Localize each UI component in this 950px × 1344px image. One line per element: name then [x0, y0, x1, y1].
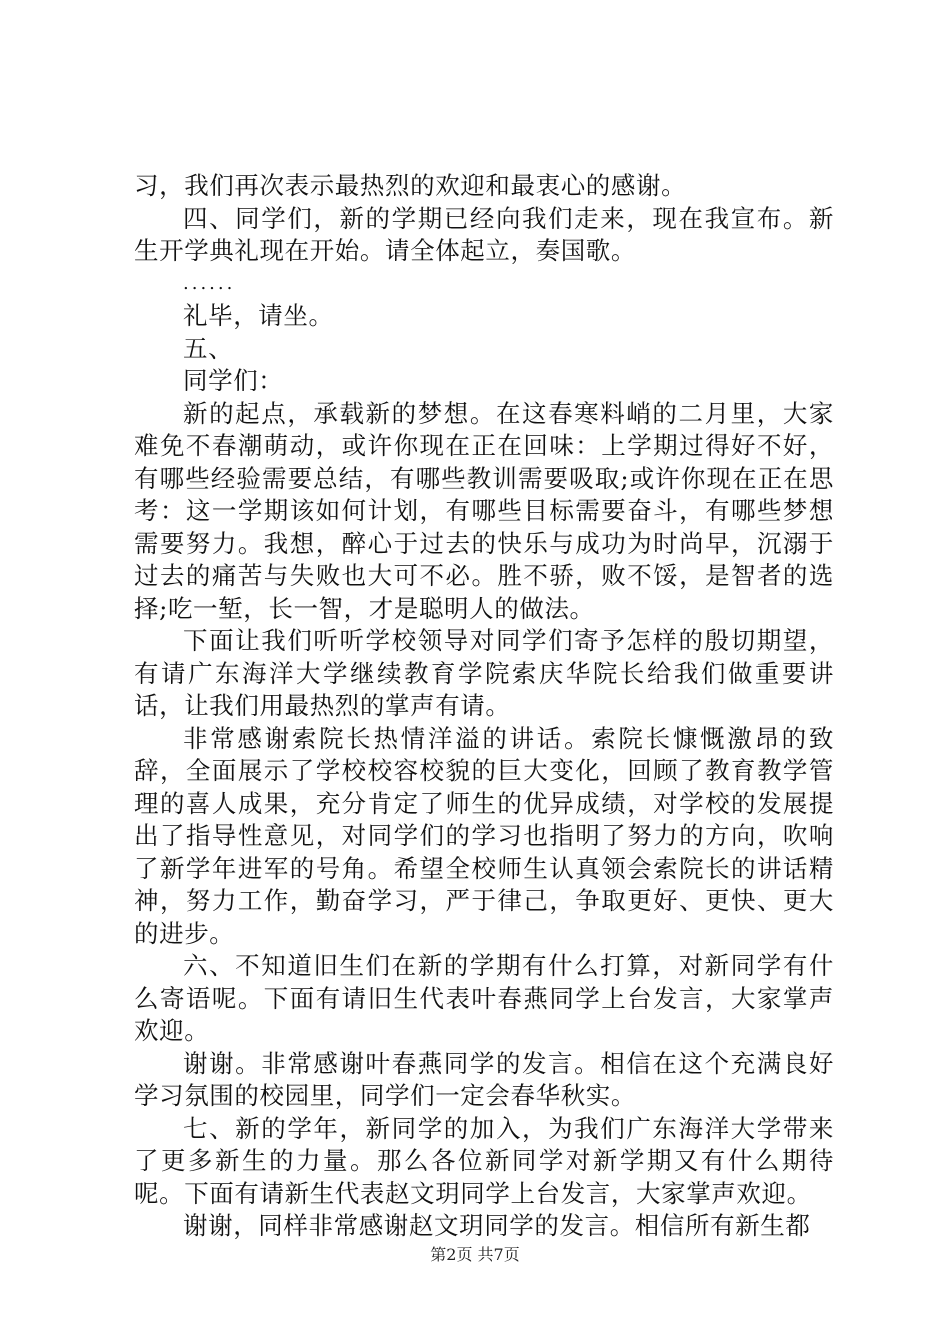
paragraph: 非常感谢索院长热情洋溢的讲话。索院长慷慨激昂的致辞，全面展示了学校校容校貌的巨大变化，回顾了教育教学管理的喜人成果，充分肯定了师生的优异成绩，对学校的发展提出了指导性意见，对同学们的学习也指明了努力的方向，吹响了新学年进军的号角。希望全校师生认真领会索院长的讲话精神，努力工作，勤奋学习，严于律己，争取更好、更快、更大的进步。 [134, 723, 834, 948]
page-footer [0, 1242, 950, 1265]
paragraph: 同学们： [183, 366, 284, 395]
paragraph: 谢谢，同样非常感谢赵文玥同学的发言。相信所有新生都 [183, 1211, 811, 1240]
paragraph: 礼毕，请坐。 [183, 301, 334, 330]
paragraph: 下面让我们听听学校领导对同学们寄予怎样的殷切期望，有请广东海洋大学继续教育学院索庆华院长给我们做重要讲话，让我们用最热烈的掌声有请。 [134, 626, 834, 720]
document-body [134, 170, 834, 1243]
paragraph: 五、 [183, 333, 234, 363]
paragraph: 七、新的学年，新同学的加入，为我们广东海洋大学带来了更多新生的力量。那么各位新同学对新学期又有什么期待呢。下面有请新生代表赵文玥同学上台发言，大家掌声欢迎。 [134, 1113, 834, 1208]
ellipsis-line: ...... [183, 272, 236, 294]
paragraph: 谢谢。非常感谢叶春燕同学的发言。相信在这个充满良好学习氛围的校园里，同学们一定会春华秋实。 [134, 1048, 834, 1110]
paragraph: 四、同学们，新的学期已经向我们走来，现在我宣布。新生开学典礼现在开始。请全体起立，奏国歌。 [134, 203, 834, 265]
page-number-label: 第2页 共7页 [430, 1245, 520, 1264]
paragraph: 习，我们再次表示最热烈的欢迎和最衷心的感谢。 [134, 171, 687, 200]
paragraph: 新的起点，承载新的梦想。在这春寒料峭的二月里，大家难免不春潮萌动，或许你现在正在回味：上学期过得好不好，有哪些经验需要总结，有哪些教训需要吸取;或许你现在正在思考：这一学期该如何计划，有哪些目标需要奋斗，有哪些梦想需要努力。我想，醉心于过去的快乐与成功为时尚早，沉溺于过去的痛苦与失败也大可不必。胜不骄，败不馁，是智者的选择;吃一堑，长一智，才是聪明人的做法。 [134, 398, 834, 623]
paragraph: 六、不知道旧生们在新的学期有什么打算，对新同学有什么寄语呢。下面有请旧生代表叶春燕同学上台发言，大家掌声欢迎。 [134, 951, 834, 1045]
